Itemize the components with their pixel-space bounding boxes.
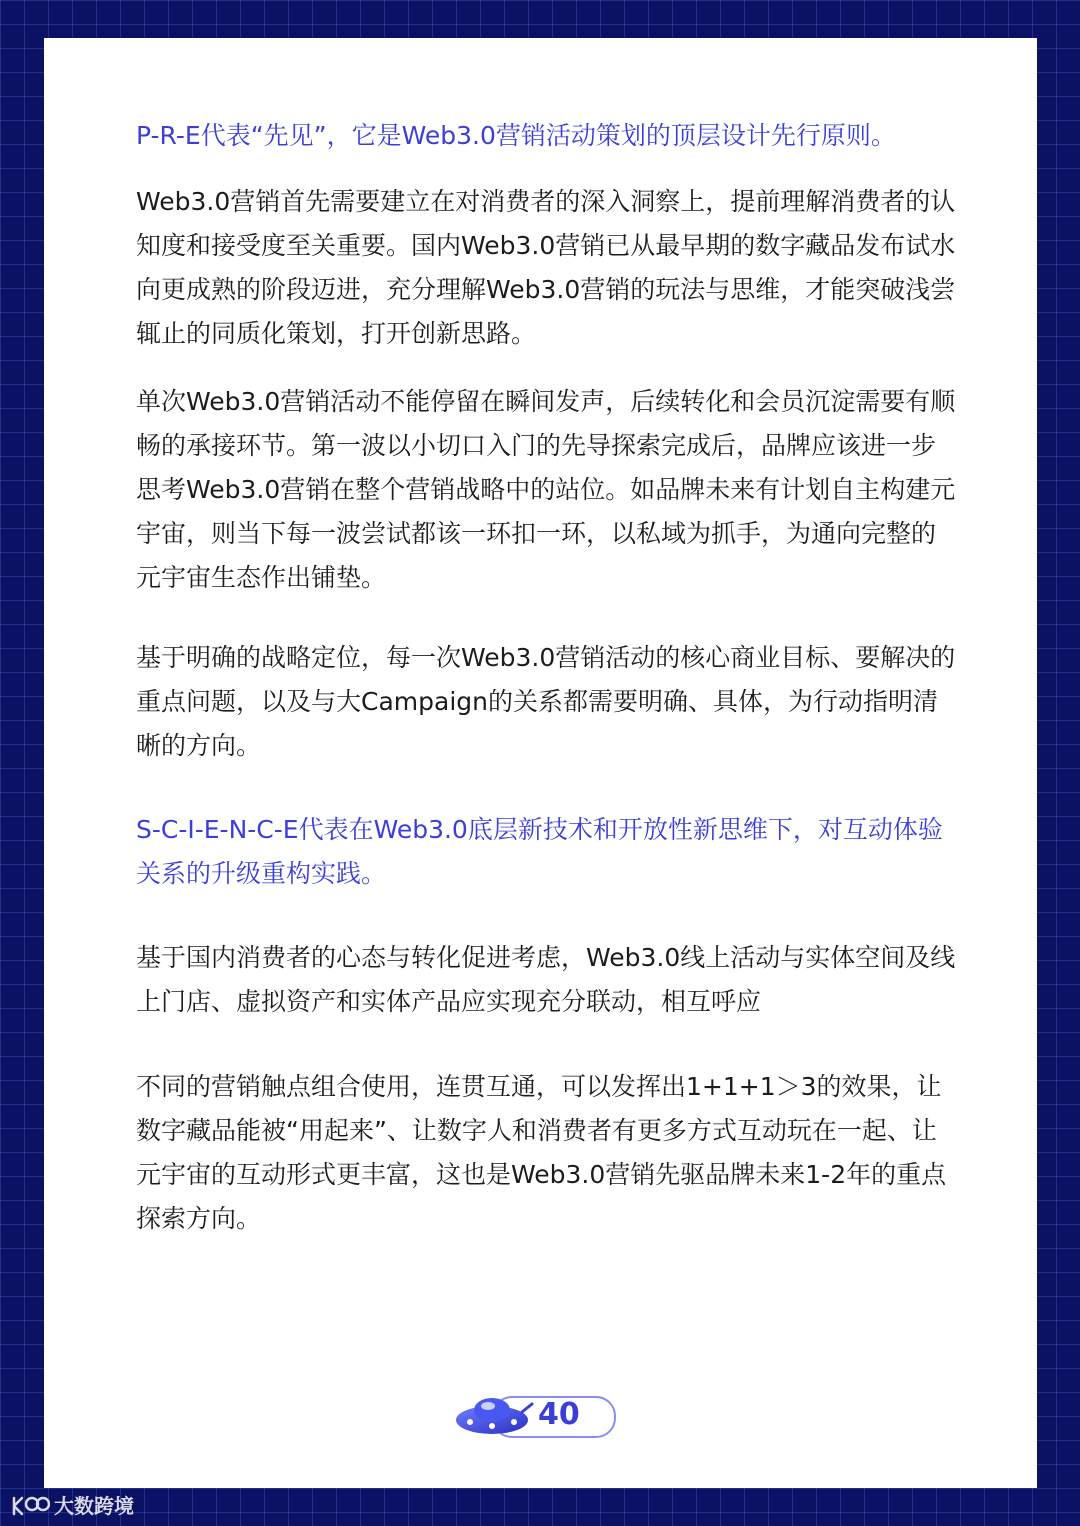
paragraph-consumer-insight: Web3.0营销首先需要建立在对消费者的深入洞察上，提前理解消费者的认知度和接受度至关重要。国内Web3.0营销已从最早期的数字藏品发布试水向更成熟的阶段迈进，充分理解Web3.0营销的玩法与思维，才能突破浅尝辄止的同质化策划，打开创新思路。 [136, 187, 956, 348]
logo-icon [10, 1494, 50, 1518]
page-number-badge [452, 1388, 622, 1444]
page-number: 40 [538, 1397, 580, 1432]
paragraph-touchpoints: 不同的营销触点组合使用，连贯互通，可以发挥出1+1+1＞3的效果，让数字藏品能被“用起来”、让数字人和消费者有更多方式互动玩在一起、让元宇宙的互动形式更丰富，这也是Web3.0营销先驱品牌未来1-2年的重点探索方向。 [136, 1072, 947, 1233]
ufo-icon [452, 1388, 536, 1444]
watermark-text: 大数跨境 [54, 1494, 134, 1518]
document-page [44, 38, 1037, 1488]
pre-heading: P-R-E代表“先见”，它是Web3.0营销活动策划的顶层设计先行原则。 [136, 121, 896, 150]
paragraph-strategy-position: 单次Web3.0营销活动不能停留在瞬间发声，后续转化和会员沉淀需要有顺畅的承接环节。第一波以小切口入门的先导探索完成后，品牌应该进一步思考Web3.0营销在整个营销战略中的站位。如品牌未来有计划自主构建元宇宙，则当下每一波尝试都该一环扣一环，以私域为抓手，为通向完整的元宇宙生态作出铺垫。 [136, 387, 956, 592]
paragraph-business-goal: 基于明确的战略定位，每一次Web3.0营销活动的核心商业目标、要解决的重点问题，以及与大Campaign的关系都需要明确、具体，为行动指明清晰的方向。 [136, 643, 956, 760]
watermark [10, 1492, 134, 1520]
paragraph-online-offline: 基于国内消费者的心态与转化促进考虑，Web3.0线上活动与实体空间及线上门店、虚拟资产和实体产品应实现充分联动，相互呼应 [136, 943, 956, 1016]
science-heading: S-C-I-E-N-C-E代表在Web3.0底层新技术和开放性新思维下，对互动体验关系的升级重构实践。 [136, 815, 943, 888]
